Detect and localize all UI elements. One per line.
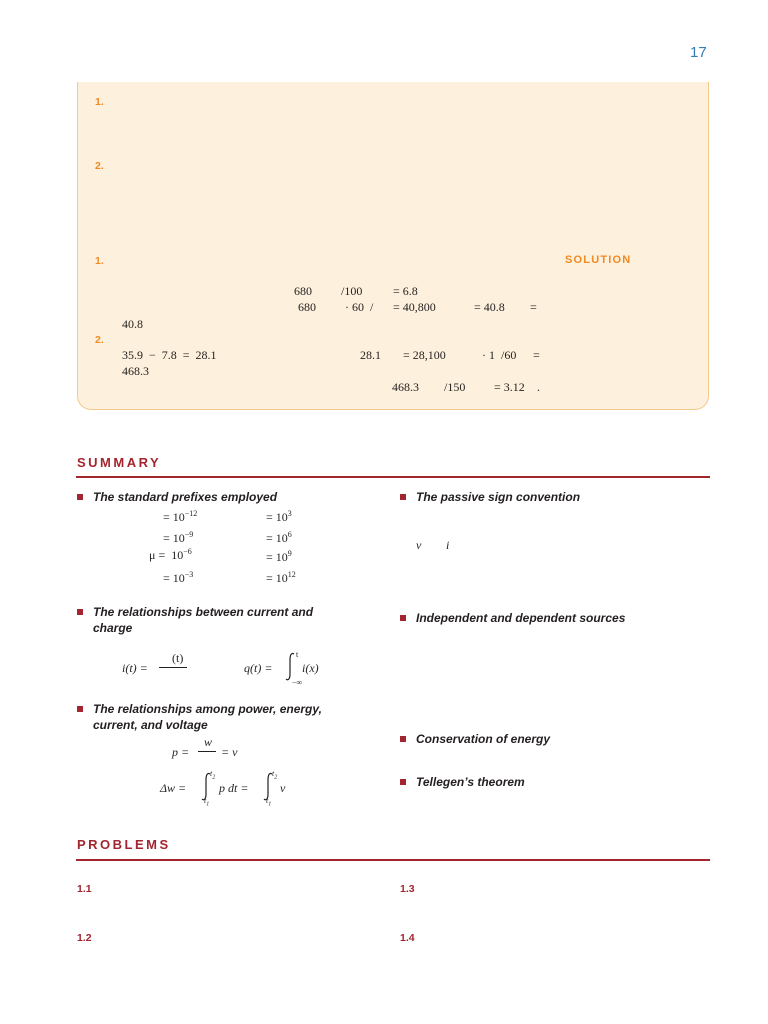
sources-heading: Independent and dependent sources: [416, 611, 626, 625]
prefix-left-2: = $10^{-9}$: [163, 530, 194, 545]
int-q-lower: −∞: [292, 678, 303, 687]
problems-title: PROBLEMS: [77, 837, 171, 852]
sol2-l1-c: · 1 /60: [482, 348, 517, 362]
sol2-l3-d: .: [537, 380, 540, 394]
summary-rule: [76, 476, 710, 478]
sol2-l1-a: 28.1: [360, 348, 381, 362]
sol1-l2-c: = 40,800: [393, 300, 436, 314]
summary-title: SUMMARY: [77, 455, 162, 470]
sol2-l1-b: = 28,100: [403, 348, 446, 362]
int-q-body: i(x): [302, 661, 319, 675]
eq-q-lhs: q(t) =: [244, 661, 273, 675]
eq-p-lhs: p =: [172, 745, 190, 759]
prefix-right-1: = $10^3$: [266, 509, 292, 524]
sol2-l3-a: 468.3: [392, 380, 419, 394]
passive-i: i: [446, 538, 450, 552]
eq-p-fraction-bar: [198, 751, 216, 752]
eq-p-rhs: = v: [221, 745, 238, 759]
prefix-left-1: = $10^{-12}$: [163, 509, 198, 524]
eq-i-fraction-bar: [159, 667, 187, 668]
prefixes-heading: The standard prefixes employed: [93, 490, 278, 504]
bullet-passive: [400, 494, 406, 500]
conservation-heading: Conservation of energy: [416, 732, 551, 746]
bullet-power-energy: [77, 706, 83, 712]
sol2-l3-c: = 3.12: [494, 380, 525, 394]
eq-p-num: w: [204, 735, 213, 749]
bullet-sources: [400, 615, 406, 621]
sol1-l1-c: = 6.8: [393, 284, 418, 298]
sol1-l3: 40.8: [122, 317, 143, 331]
int-dw1-lower: $t_1$: [204, 796, 210, 808]
bullet-current-charge: [77, 609, 83, 615]
problem-label-2: 2.: [95, 160, 104, 172]
sol2-l1-d: =: [533, 348, 540, 362]
sol1-l1-a: 680: [294, 284, 312, 298]
sol2-l1-left: 35.9 − 7.8 = 28.1: [122, 348, 217, 362]
page-number: 17: [690, 44, 707, 61]
solution-heading: SOLUTION: [565, 254, 632, 266]
tellegen-heading: Tellegen’s theorem: [416, 775, 525, 789]
passive-heading: The passive sign convention: [416, 490, 581, 504]
int-dw1-upper: $t_2$: [210, 769, 216, 781]
eq-dw-lhs: Δw =: [160, 781, 187, 795]
prefix-right-4: = $10^{12}$: [266, 570, 296, 585]
passive-v: v: [416, 538, 422, 552]
current-charge-heading-1: The relationships between current and: [93, 605, 314, 619]
sol1-l2-e: =: [530, 300, 537, 314]
prefix-right-3: = $10^9$: [266, 549, 292, 564]
sol2-l3-b: /150: [444, 380, 466, 394]
eq-dw-body: p dt =: [219, 781, 249, 795]
problem-1-2: 1.2: [77, 932, 92, 944]
prefix-left-3: $\mu = 10^{-6}$: [149, 547, 192, 562]
sol1-l1-b: /100: [341, 284, 363, 298]
prefix-left-4: = $10^{-3}$: [163, 570, 194, 585]
problem-1-1: 1.1: [77, 883, 92, 895]
bullet-prefixes: [77, 494, 83, 500]
sol1-l2-b: · 60 /: [345, 300, 374, 314]
solution-label-1: 1.: [95, 255, 104, 267]
int-dw2-upper: $t_2$: [272, 769, 278, 781]
sol1-l2-d: = 40.8: [474, 300, 505, 314]
bullet-tellegen: [400, 779, 406, 785]
int-dw2-lower: $t_1$: [266, 796, 272, 808]
problem-1-3: 1.3: [400, 883, 415, 895]
solution-label-2: 2.: [95, 334, 104, 346]
sol2-l2: 468.3: [122, 364, 149, 378]
current-charge-heading-2: charge: [93, 621, 133, 635]
eq-dw-tail: v: [280, 781, 286, 795]
sol1-l2-a: 680: [298, 300, 316, 314]
power-energy-heading-1: The relationships among power, energy,: [93, 702, 322, 716]
int-q-upper: t: [296, 650, 299, 659]
problem-label-1: 1.: [95, 96, 104, 108]
bullet-conservation: [400, 736, 406, 742]
eq-i-num: (t): [172, 651, 184, 665]
problem-1-4: 1.4: [400, 932, 415, 944]
power-energy-heading-2: current, and voltage: [93, 718, 208, 732]
eq-i-lhs: i(t) =: [122, 661, 148, 675]
prefix-right-2: = $10^6$: [266, 530, 292, 545]
problems-rule: [76, 859, 710, 861]
